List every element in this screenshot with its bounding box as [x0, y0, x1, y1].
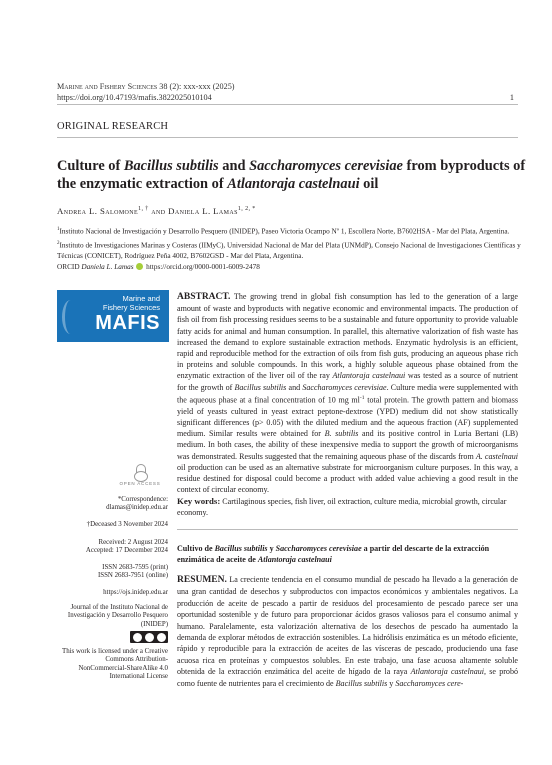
species-name: Saccharomyces cere- [395, 678, 464, 688]
species-name: Atlantoraja castelnaui [257, 555, 332, 564]
keywords-divider [177, 529, 518, 530]
license-text [62, 648, 168, 682]
affiliation-text: Instituto de Investigaciones Marinas y Costeras (IIMyC), Universidad Nacional de Mar del Plata (UNMdP), Consejo Nacional de Investigaciones Científicas y Técnicas (CONICET), Rodríguez Peña 4002, B7602GSD - Mar del Plata, Argentina. [57, 240, 521, 260]
issn [98, 564, 168, 581]
keywords-text: Cartilaginous species, fish liver, oil extraction, culture media, microbial growth, circular economy. [177, 497, 507, 518]
abstract-text: oil production can be used as an alternative substrate for microorganism culture purposes. In this way, a residue destined for disposal could become a product with added value achieving a good result in the context of circular economy. [177, 462, 518, 495]
abstract [177, 291, 518, 495]
resumen [177, 574, 518, 689]
spanish-title-text: Cultivo de [177, 544, 215, 553]
author-connector: and [148, 206, 169, 216]
spanish-title [177, 543, 518, 565]
issn-print: ISSN 2683-7595 (print) [102, 564, 168, 571]
journal-name: Marine and Fishery Sciences [57, 82, 158, 91]
species-name: Bacillus subtilis [214, 544, 268, 553]
logo-acronym: MAFIS [95, 312, 160, 334]
abstract-text: was tested as a source of nutrient for the growth of [177, 371, 518, 392]
open-access-label: OPEN ACCESS [119, 481, 161, 486]
correspondence [106, 496, 168, 513]
header-divider [57, 104, 518, 105]
received-date: Received: 2 August 2024 [98, 539, 168, 546]
species-name: Atlantoraja castelnaui [332, 371, 406, 381]
keywords [177, 496, 518, 518]
website-link[interactable]: https://ojs.inidep.edu.ar [103, 589, 168, 596]
keywords-label: Key words: [177, 496, 221, 506]
orcid-prefix: ORCID [57, 263, 82, 272]
resumen-text: y [387, 678, 396, 688]
title-text: oil [359, 176, 379, 192]
correspondence-label: *Correspondence: [117, 496, 168, 503]
article-title [57, 157, 527, 193]
journal-of-line: Journal of the Instituto Nacional de [70, 604, 168, 611]
logo-line: Fishery Sciences [102, 302, 160, 312]
orcid-name: Daniela L. Lamas [81, 263, 134, 272]
affil-mark: 2 [57, 240, 60, 246]
abstract-text: . Culture media were supplemented with the aqueous phase at a final concentration of 10 mg ml [177, 382, 518, 405]
journal-of-line: Investigación y Desarrollo Pesquero [67, 612, 168, 620]
resumen-text: , se probó como fuente de nutrientes para el crecimiento de [177, 667, 518, 688]
dates [86, 539, 168, 556]
author-list [57, 206, 256, 216]
species-name: B. subtilis [324, 429, 359, 439]
species-name: Bacillus subtilis [234, 382, 287, 392]
abstract-label: ABSTRACT. [177, 292, 231, 302]
mafis-logo [57, 290, 169, 342]
title-text: and [218, 158, 250, 174]
license-line: This work is licensed under a Creative [61, 648, 168, 655]
affiliations [57, 224, 525, 273]
license-line: Commons Attribution- [105, 656, 168, 664]
title-species: Bacillus subtilis [123, 158, 219, 174]
orcid-icon [136, 263, 143, 270]
species-name: Atlantoraja castelnaui [410, 667, 485, 677]
resumen-label: RESUMEN. [177, 575, 227, 585]
logo-line: Marine and [122, 294, 160, 303]
open-access-badge [115, 464, 165, 486]
affil-mark: 1 [57, 227, 60, 232]
title-text: from byproducts of the enzymatic extraction of [57, 158, 526, 192]
spanish-title-text: y [267, 544, 276, 553]
journal-of [68, 604, 168, 629]
issn-online: ISSN 2683-7951 (online) [97, 572, 168, 580]
spanish-title-text: a partir del descarte de la extracción enzimática de aceite de [177, 544, 490, 564]
author-affil-mark: 1, † [138, 206, 149, 213]
wave-icon [62, 300, 79, 334]
species-name: Saccharomyces cerevisiae [275, 544, 362, 553]
title-species: Atlantoraja castelnaui [227, 176, 360, 192]
abstract-text: total protein. The growth pattern and biomass yield of yeasts cultured in yeast extract peptone-dextrose (YPD) medium did not show statistically significant differences (p> 0.05) with the diluted medium and the aqueous fraction (AF) supplemented medium. Similar results were obtained for [177, 395, 518, 439]
journal-of-line: (INIDEP) [140, 620, 168, 628]
logo-text [103, 295, 160, 312]
species-name: A. castelnaui [475, 451, 518, 461]
author-name: Andrea L. Salomone [57, 206, 139, 216]
volume-info: 38 (2): xxx-xxx (2025) [157, 82, 235, 91]
correspondence-email[interactable]: dlamas@inidep.edu.ar [106, 504, 168, 512]
species-name: Saccharomyces cerevisiae [302, 382, 387, 392]
species-name: Bacillus subtilis [335, 678, 388, 688]
abstract-text: and its positive control in Luria Bertani (LB) medium. In both cases, the ability of these inexpensive media to support the growth of microorganisms was demonstrated. Results suggested that the remaining aqueous phase of the discards from [177, 429, 518, 461]
superscript: -1 [359, 394, 365, 401]
author-affil-mark: 1, 2, * [237, 206, 256, 213]
open-lock-icon [133, 464, 147, 480]
deceased-note: †Deceased 3 November 2024 [86, 521, 168, 528]
abstract-text: and [286, 382, 303, 392]
accepted-date: Accepted: 17 December 2024 [85, 547, 168, 555]
license-line: NonCommercial-ShareAlike 4.0 [78, 664, 168, 672]
cc-license-icon[interactable] [130, 631, 168, 643]
section-divider [57, 137, 518, 138]
section-label: ORIGINAL RESEARCH [57, 121, 169, 132]
doi-link[interactable]: https://doi.org/10.47193/mafis.3822025010104 [57, 93, 212, 102]
journal-header [57, 81, 235, 103]
license-line: International License [109, 673, 168, 681]
title-text: Culture of [57, 158, 124, 174]
abstract-text: The growing trend in global fish consumption has led to the generation of a large amount of waste and byproducts with negative economic and environmental impacts. The production of fish oil from fish processing residues seems to be a sustainable and future opportunity to provide valuable fatty acids for animal and human consumption. In parallel, this alternative valorization of fish waste has increased the demand to explore sustainable extraction methods. Enzymatic hydrolysis is an efficient, rapid and reproducible method for the extraction of oils from fish guts, producing an aqueous phase rich in proteins and soluble compounds. In this work, a highly soluble aqueous phase obtained from the enzymatic extraction of the liver oil of the ray [177, 292, 518, 381]
resumen-text: La creciente tendencia en el consumo mundial de pescado ha llevado a la generación de una gran cantidad de desechos y subproductos con impactos económicos y ambientales negativos. La producción de aceite de pescado a partir de residuos del procesamiento de pescado parece ser una oportunidad sostenible y de futuro para proporcionar ácidos grasos valiosos para el consumo animal y humano. Paralelamente, esta valorización alternativa de los desechos de pescado ha aumentado la demanda de explorar métodos de extracción sostenibles. La hidrólisis enzimática es un método eficiente, rápido y reproducible para la extracción de aceites de las vísceras de pescado, produciendo una fase acuosa rica en proteínas y compuestos solubles. En este trabajo, una fase acuosa altamente soluble obtenida de la extracción enzimática del aceite de hígado de la raya [177, 575, 518, 677]
affiliation-text: Instituto Nacional de Investigación y Desarrollo Pesquero (INIDEP), Paseo Victoria Ocampo Nº 1, Escollera Norte, B7602HSA - Mar del Plata, Argentina. [59, 227, 510, 236]
orcid-link[interactable]: https://orcid.org/0000-0001-6009-2478 [144, 263, 260, 272]
title-species: Saccharomyces cerevisiae [249, 158, 403, 174]
page-number: 1 [509, 93, 514, 102]
author-name: Daniela L. Lamas [168, 206, 238, 216]
